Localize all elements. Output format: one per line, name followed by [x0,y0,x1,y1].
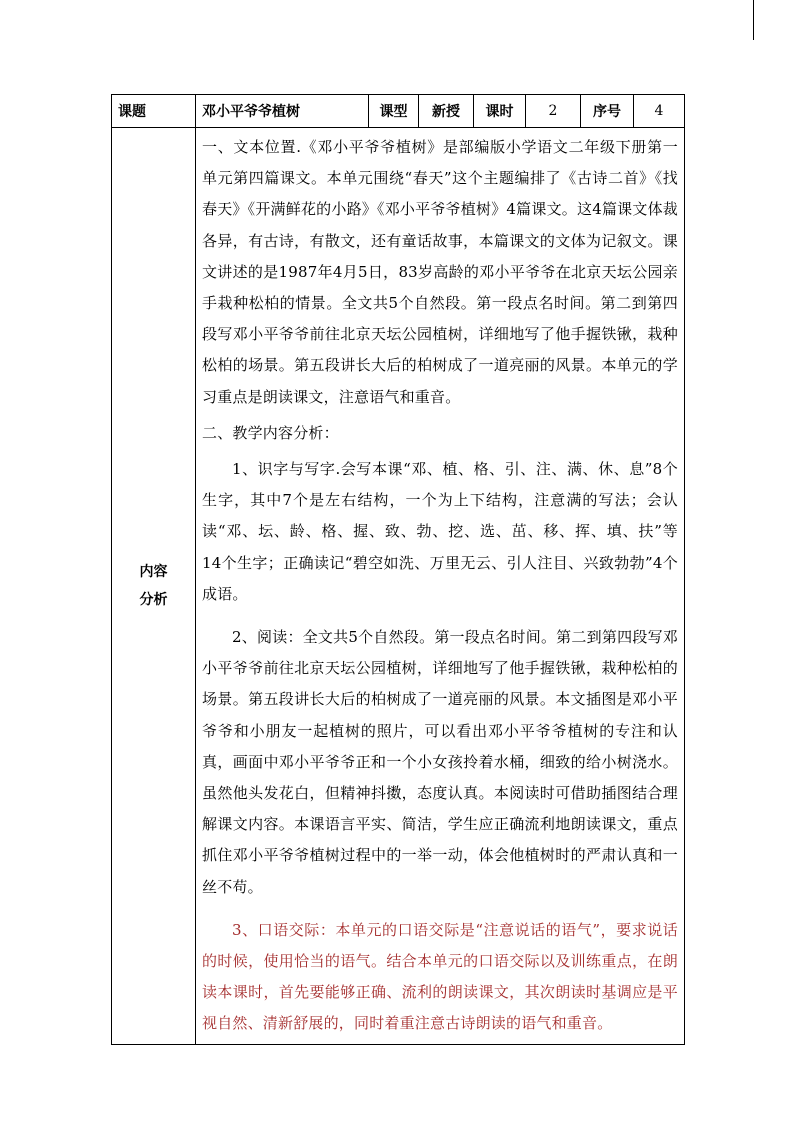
paragraph-literacy: 1、识字与写字.会写本课“邓、植、格、引、注、满、休、息”8个生字，其中7个是左右结构，一个为上下结构，注意满的写法；会认读“邓、坛、龄、格、握、致、勃、挖、选、茁、移、挥、填、扶”等14个生字；正确读记“碧空如洗、万里无云、引人注目、兴致勃勃”4个成语。 [202,460,678,603]
paragraph-teaching-heading: 二、教学内容分析： [202,423,339,442]
paragraph-text-position: 一、文本位置.《邓小平爷爷植树》是部编版小学语文二年级下册第一单元第四篇课文。本单元围绕“春天”这个主题编排了《古诗二首》《找春天》《开满鲜花的小路》《邓小平爷爷植树》4篇课文。这4篇课文体裁各异，有古诗，有散文，还有童话故事，本篇课文的文体为记叙文。课文讲述的是1987年4月5日，83岁高龄的邓小平爷爷在北京天坛公园亲手栽种松柏的情景。全文共5个自然段。第一段点名时间。第二到第四段写邓小平爷爷前往北京天坛公园植树，详细地写了他手握铁锹，栽种松柏的场景。第五段讲长大后的柏树成了一道亮丽的风景。本单元的学习重点是朗读课文，注意语气和重音。 [202,138,678,406]
lesson-title: 邓小平爷爷植树 [196,95,369,128]
hours-label: 课时 [474,95,526,128]
paragraph-oral-communication: 3、口语交际：本单元的口语交际是“注意说话的语气”，要求说话的时候，使用恰当的语气。结合本单元的口语交际以及训练重点，在朗读本课时，首先要能够正确、流利的朗读课文，其次朗读时基调应是平视自然、清新舒展的，同时着重注意古诗朗读的语气和重音。 [202,920,678,1033]
content-analysis-body [196,128,685,1045]
header-row [112,95,685,128]
seq-value: 4 [634,95,685,128]
side-label-line1: 内容 [139,563,168,580]
hours-value: 2 [526,95,581,128]
page-corner-mark [753,0,754,40]
content-row [112,128,685,1045]
lesson-plan-table [111,94,685,1045]
type-label: 课型 [369,95,419,128]
side-label-line2: 分析 [139,591,168,608]
subject-label: 课题 [112,95,196,128]
content-analysis-label [112,128,196,1045]
type-value: 新授 [419,95,474,128]
seq-label: 序号 [581,95,634,128]
paragraph-reading: 2、阅读：全文共5个自然段。第一段点名时间。第二到第四段写邓小平爷爷前往北京天坛公园植树，详细地写了他手握铁锹，栽种松柏的场景。第五段讲长大后的柏树成了一道亮丽的风景。本文插图是邓小平爷爷和小朋友一起植树的照片，可以看出邓小平爷爷植树的专注和认真，画面中邓小平爷爷正和一个小女孩拎着水桶，细致的给小树浇水。虽然他头发花白，但精神抖擞，态度认真。本阅读时可借助插图结合理解课文内容。本课语言平实、简洁，学生应正确流利地朗读课文，重点抓住邓小平爷爷植树过程中的一举一动，体会他植树时的严肃认真和一丝不苟。 [202,628,678,896]
